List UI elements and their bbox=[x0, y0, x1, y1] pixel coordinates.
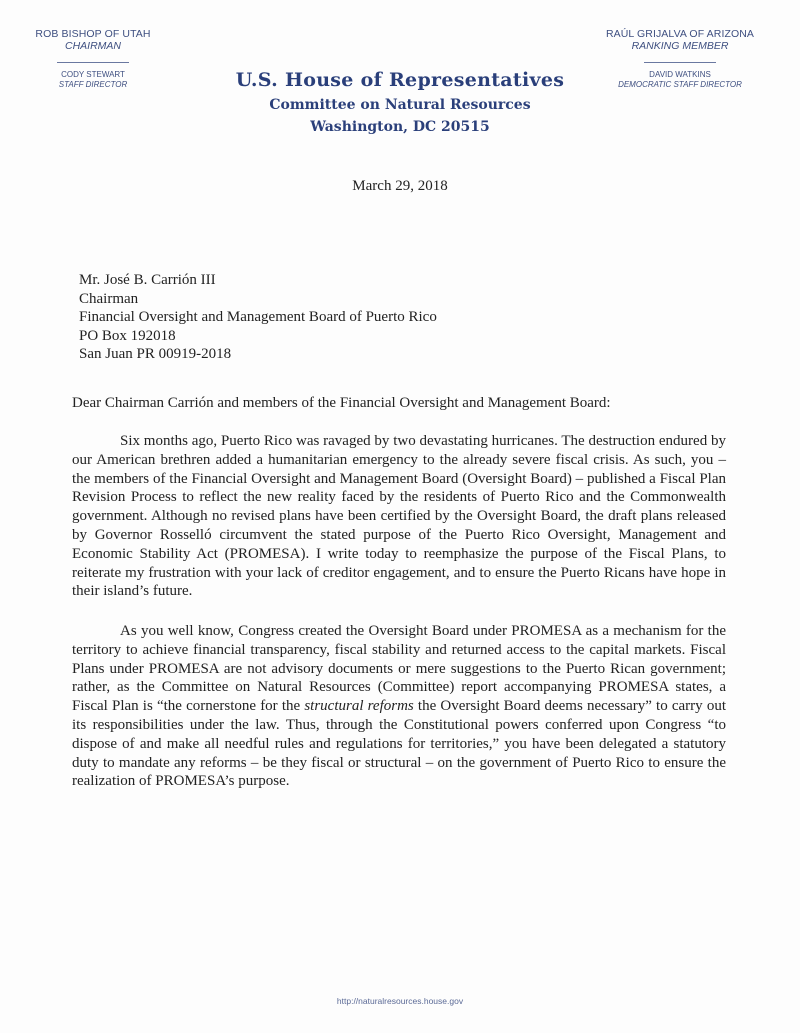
masthead bbox=[220, 68, 580, 138]
letter-date: March 29, 2018 bbox=[352, 178, 448, 194]
masthead-house-title: U.S. House of Representatives bbox=[235, 69, 565, 91]
paragraph-1-text: Six months ago, Puerto Rico was ravaged by two devastating hurricanes. The destruction endured by our American brethren added a humanitarian emergency to the already severe fiscal crisis. As such, you – the members of the Financial Oversight and Management Board (Oversight Board) – published a Fiscal Plan Revision Process to reflect the new reality faced by the residents of Puerto Rico and the Commonwealth government. Although no revised plans have been certified by the Oversight Board, the draft plans released by Governor Rosselló circumvent the stated purpose of the Puerto Rico Oversight, Management and Economic Stability Act (PROMESA). I write today to reemphasize the purpose of the Fiscal Plans, to reiterate my frustration with your lack of creditor engagement, and to ensure the Puerto Ricans have hope in their island’s future. bbox=[72, 433, 726, 600]
letterhead-right-block bbox=[575, 28, 785, 90]
recipient-po-box: PO Box 192018 bbox=[79, 327, 176, 344]
recipient-name: Mr. José B. Carrión III bbox=[79, 272, 216, 288]
staff-director-name: CODY STEWART bbox=[61, 70, 125, 79]
footer-url[interactable]: http://naturalresources.house.gov bbox=[336, 996, 464, 1006]
salutation: Dear Chairman Carrión and members of the Financial Oversight and Management Board: bbox=[72, 395, 611, 411]
paragraph-2-part-1: As you well know, Congress created the Oversight Board under PROMESA as a mechanism for the territory to achieve financial transparency, fiscal stability and returned access to the capital markets. Fiscal Plans under PROMESA are not advisory documents or mere suggestions to the Puerto Rican government; rather, as the Committee on Natural Resources (Committee) report accompanying PROMESA states, a Fiscal Plan is “the cornerstone for the bbox=[72, 623, 726, 715]
recipient-organization: Financial Oversight and Management Board of Puerto Rico bbox=[79, 309, 437, 325]
chairman-title: CHAIRMAN bbox=[64, 40, 121, 52]
paragraph-2-text bbox=[72, 622, 726, 791]
ranking-member-name: RAÚL GRIJALVA OF ARIZONA bbox=[605, 28, 755, 40]
democratic-staff-director-name: DAVID WATKINS bbox=[649, 70, 711, 79]
recipient-city: San Juan PR 00919-2018 bbox=[79, 346, 232, 362]
paragraph-2-italic-phrase: structural reforms bbox=[304, 698, 414, 715]
democratic-staff-director-title: DEMOCRATIC STAFF DIRECTOR bbox=[618, 80, 742, 89]
staff-director-title: STAFF DIRECTOR bbox=[58, 80, 128, 89]
paragraph-1 bbox=[72, 432, 726, 601]
chairman-name: ROB BISHOP OF UTAH bbox=[35, 28, 151, 40]
masthead-committee: Committee on Natural Resources bbox=[269, 97, 531, 113]
letterhead-right-divider bbox=[644, 62, 716, 63]
letterhead-left-block bbox=[18, 28, 168, 90]
ranking-member-title: RANKING MEMBER bbox=[631, 40, 729, 52]
recipient-title: Chairman bbox=[79, 290, 139, 307]
paragraph-2-part-2: the Oversight Board deems necessary” to carry out its responsibilities under the law. Thus, through the Constitutional powers conferred upon Congress “to dispose of and make all needful rules and regulations for territories,” you have been delegated a statutory duty to mandate any reforms – be they fiscal or structural – on the government of Puerto Rico to ensure the realization of PROMESA’s purpose. bbox=[72, 698, 726, 790]
paragraph-2 bbox=[72, 622, 726, 791]
letterhead-left-divider bbox=[57, 62, 129, 63]
recipient-address bbox=[79, 271, 437, 364]
masthead-address: Washington, DC 20515 bbox=[310, 119, 490, 135]
